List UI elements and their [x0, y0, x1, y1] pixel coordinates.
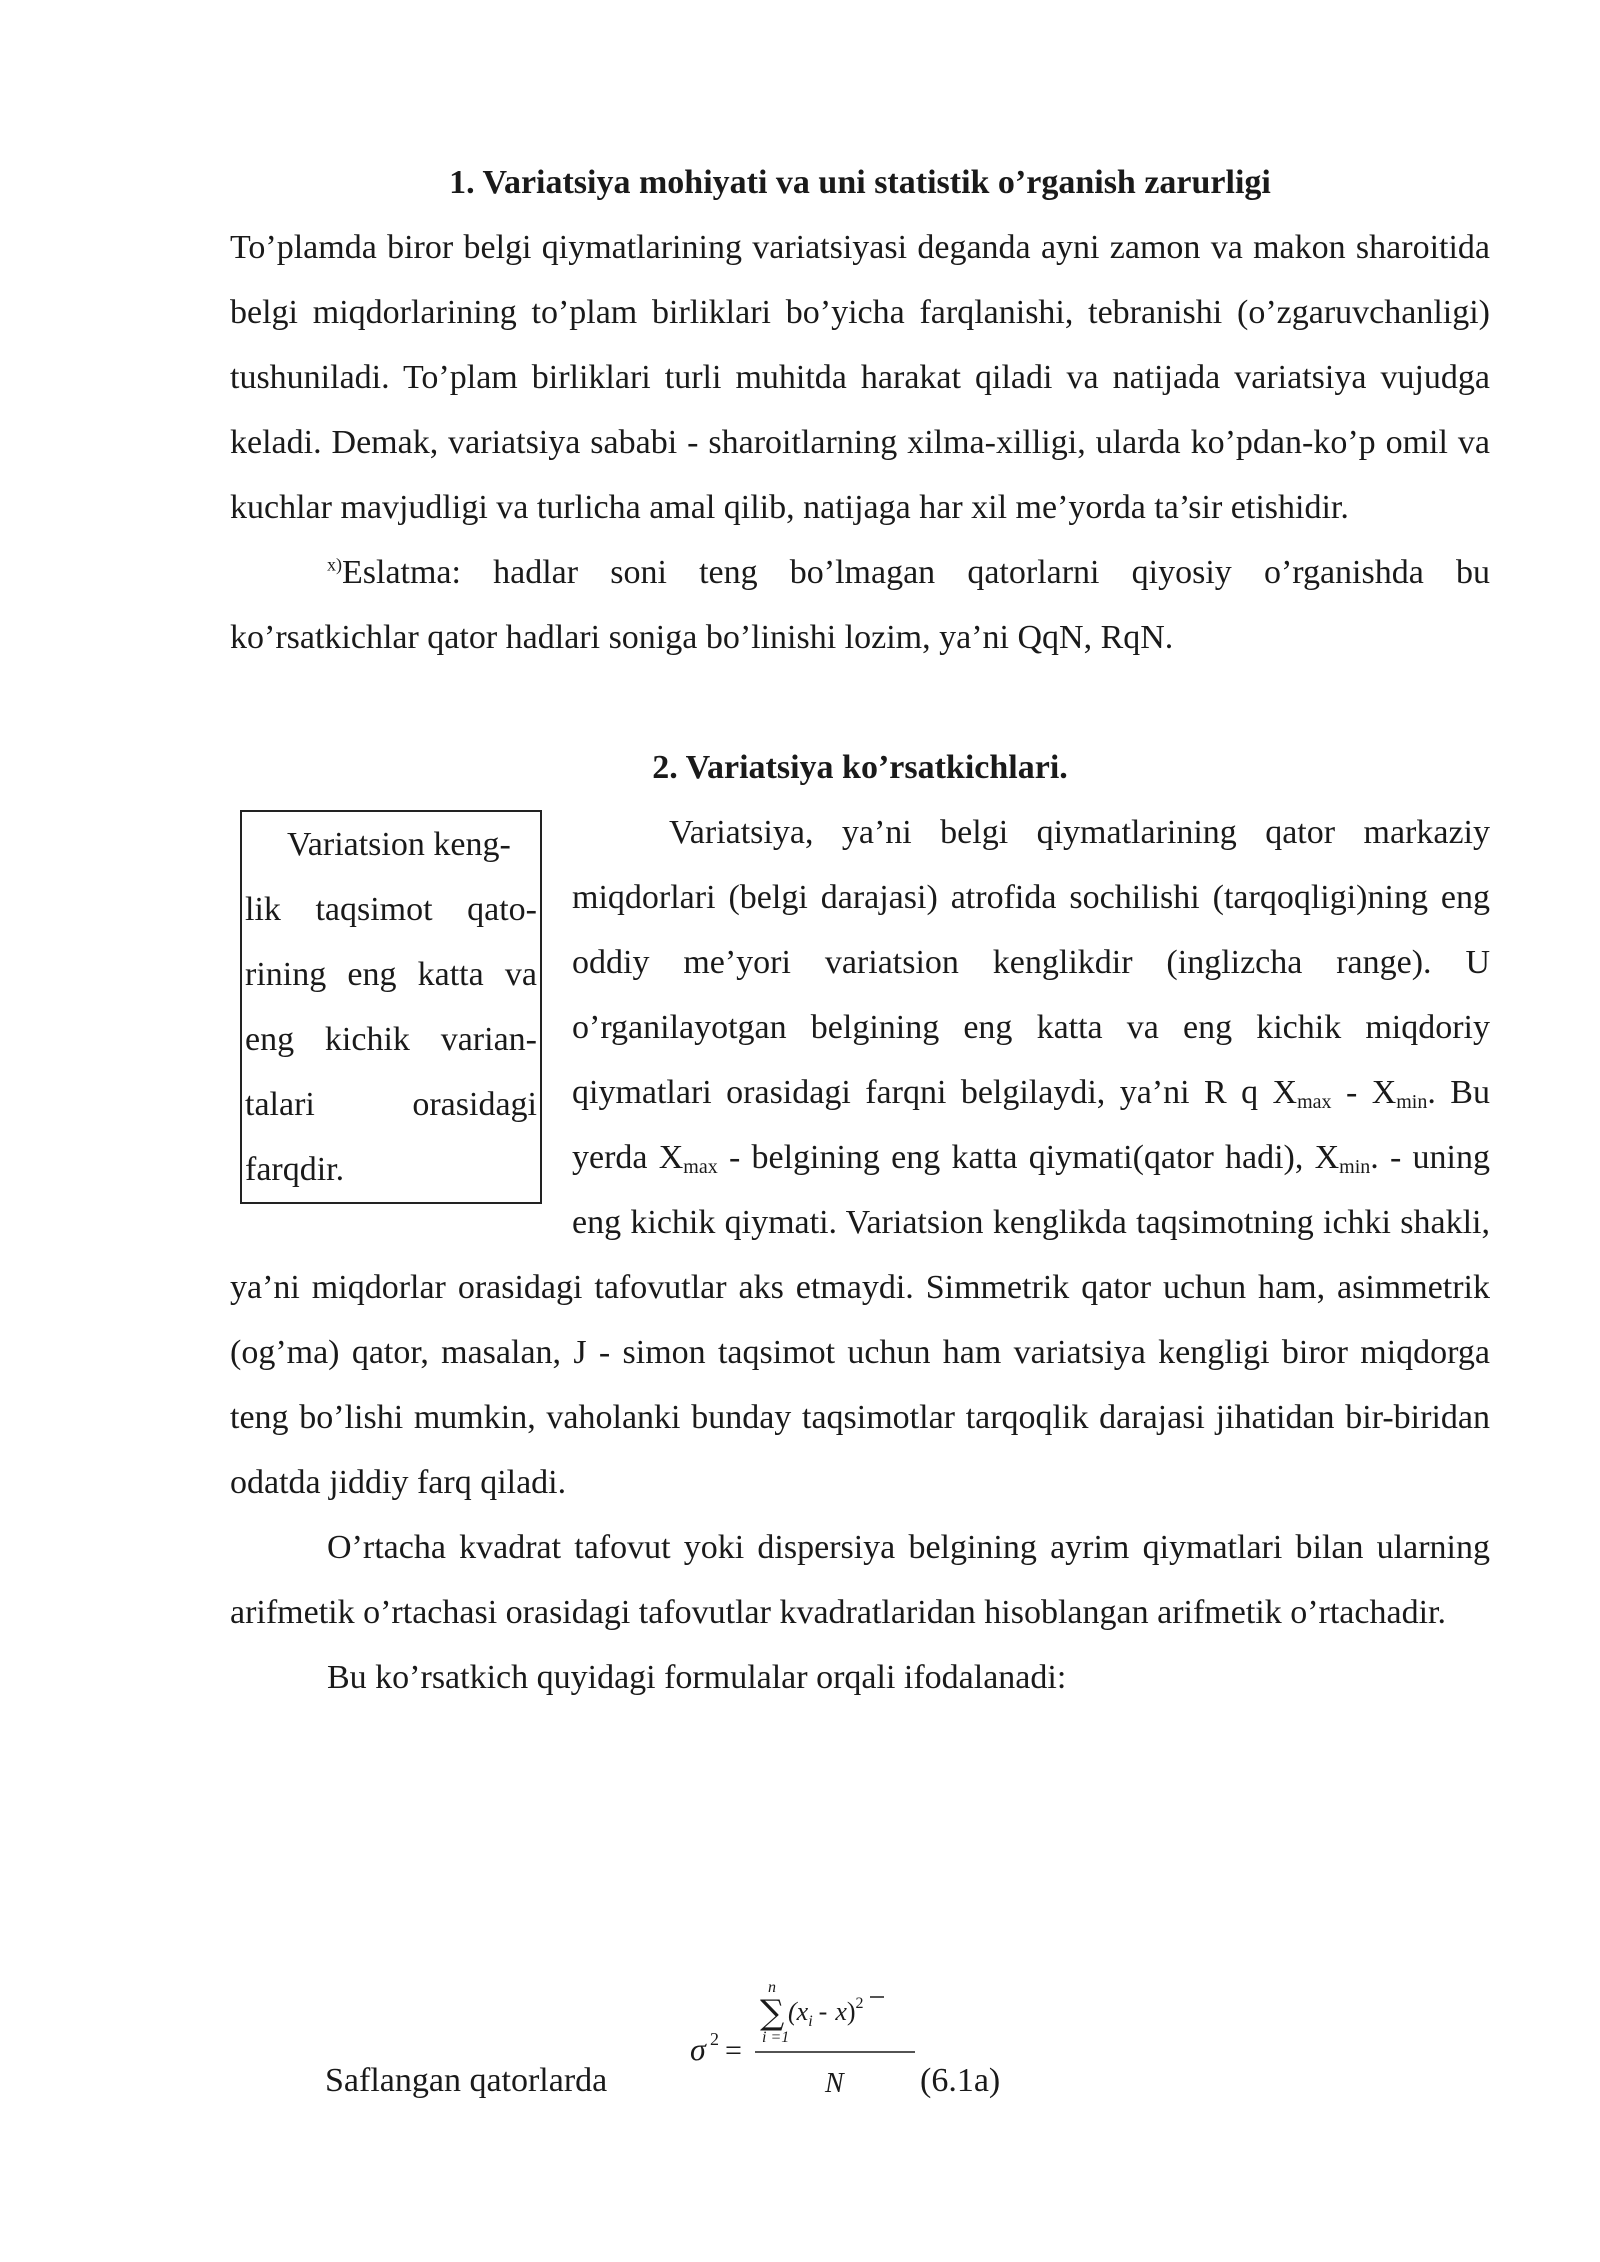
section-1-title: 1. Variatsiya mohiyati va uni statistik o’rganish zarurligi	[449, 164, 1271, 201]
formula-equals: =	[725, 2034, 742, 2067]
range-text-e: . - uning eng kichik qiymati. Variatsion kenglikda taqsimotning ichki shakli, ya’ni miqdorlar orasidagi tafovutlar aks etmaydi. Simmetrik qator uchun ham, asimmetrik (og’ma) qator, masalan, J - simon taqsimot uchun ham variatsiya kengligi biror miqdorga teng bo’lishi mumkin, vaholanki bunday taqsimotlar tarqoqlik darajasi jihatidan bir-biridan odatda jiddiy farq qiladi.	[230, 1139, 1490, 1501]
formula-intro-paragraph: Bu ko’rsatkich quyidagi formulalar orqali ifodalanadi:	[327, 1659, 1067, 1696]
subscript-max: max	[1297, 1091, 1332, 1113]
definition-box	[240, 810, 542, 1204]
section-1-paragraph: To’plamda biror belgi qiymatlarining variatsiyasi deganda ayni zamon va makon sharoitida belgi miqdorlarining to’plam birliklari bo’yicha farqlanishi, tebranishi (o’zgaruvchanligi) tushuniladi. To’plam birliklari turli muhitda harakat qiladi va natijada variatsiya vujudga keladi. Demak, variatsiya sababi - sharoitlarning xilma-xilligi, ularda ko’pdan-ko’p omil va kuchlar mavjudligi va turlicha amal qilib, natijaga har xil me’yorda ta’sir etishidir.	[230, 229, 1490, 526]
document-page	[230, 150, 1490, 1710]
formula-summation: ∑	[760, 1993, 785, 2033]
range-text-d: - belgining eng katta qiymati(qator hadi), X	[717, 1139, 1340, 1176]
subscript-min: min	[1396, 1091, 1428, 1113]
dispersion-paragraph: O’rtacha kvadrat tafovut yoki dispersiya belgining ayrim qiymatlari bilan ularning arifmetik o’rtachasi orasidagi tafovutlar kvadratlaridan hisoblangan arifmetik o’rtachadir.	[230, 1529, 1490, 1631]
range-text-c: . Bu yerda X	[572, 1074, 1490, 1176]
formula-exponent: 2	[855, 1995, 864, 2012]
definition-box-first-line: Variatsion keng-	[287, 826, 511, 863]
range-text-b: - X	[1331, 1074, 1397, 1111]
formula-row	[325, 1970, 1125, 2130]
formula-numerator	[788, 1995, 864, 2030]
formula-close-paren: )	[846, 1997, 856, 2026]
spacer	[230, 670, 1490, 735]
footnote-paragraph	[230, 540, 1490, 670]
footnote-marker: x)	[327, 554, 342, 575]
formula-sigma: σ	[690, 2031, 706, 2067]
formula-upper-limit: n	[768, 1979, 776, 1996]
formula-denominator: N	[825, 2068, 844, 2099]
formula-label: Saflangan qatorlarda	[325, 2062, 608, 2099]
subscript-min-2: min	[1339, 1156, 1371, 1178]
variance-formula	[680, 1970, 920, 2120]
formula-lower-limit: i =1	[762, 2029, 790, 2046]
formula-paren-x: (x	[788, 1997, 809, 2026]
range-text-a: Variatsiya, ya’ni belgi qiymatlarining qator markaziy miqdorlari (belgi darajasi) atrofida sochilishi (tarqoqligi)ning eng oddiy me’yori variatsion kenglikdir (inglizcha range). U o’rganilayotgan belgining eng katta va eng kichik miqdoriy qiymatlari orasidagi farqni belgilaydi, ya’ni R q X	[572, 814, 1490, 1111]
formula-subscript-i: i	[808, 2013, 813, 2030]
equation-number: (6.1a)	[920, 2062, 1001, 2099]
definition-box-text: lik taqsimot qato-rining eng katta va eng kichik varian-talari orasidagi farqdir.	[245, 891, 537, 1188]
formula-minus: -	[818, 1997, 828, 2026]
section-2-title: 2. Variatsiya ko’rsatkichlari.	[652, 749, 1068, 786]
formula-xbar: x	[835, 1997, 847, 2026]
formula-sigma-exponent: 2	[710, 2029, 719, 2049]
footnote-text: Eslatma: hadlar soni teng bo’lmagan qatorlarni qiyosiy o’rganishda bu ko’rsatkichlar qator hadlari soniga bo’linishi lozim, ya’ni QqN, RqN.	[230, 554, 1490, 656]
subscript-max-2: max	[683, 1156, 718, 1178]
